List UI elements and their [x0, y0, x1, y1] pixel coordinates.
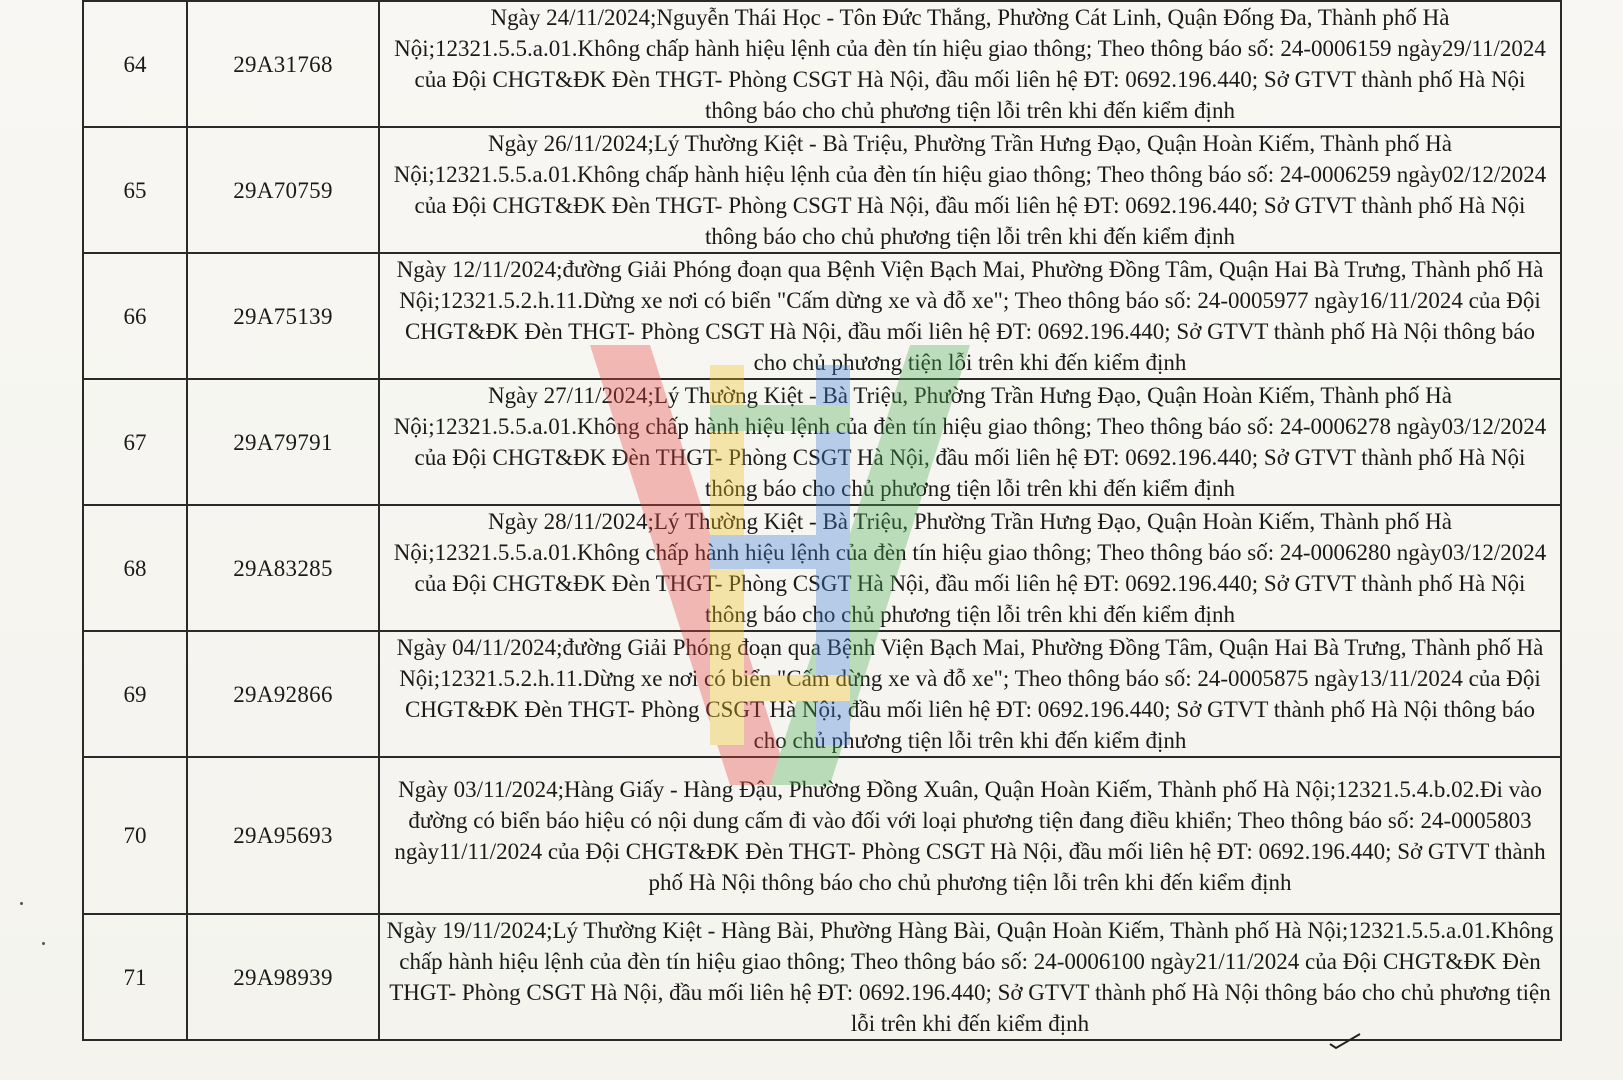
handwritten-tick-icon [1328, 1030, 1362, 1050]
violation-description: Ngày 28/11/2024;Lý Thường Kiệt - Bà Triệu, Phường Trần Hưng Đạo, Quận Hoàn Kiếm, Thành phố Hà Nội;12321.5.5.a.01.Không chấp hành hiệu lệnh của đèn tín hiệu giao thông; Theo thông báo số: 24-0006280 ngày03/12/2024 của Đội CHGT&ĐK Đèn THGT- Phòng CSGT Hà Nội, đầu mối liên hệ ĐT: 0692.196.440; Sở GTVT thành phố Hà Nội thông báo cho chủ phương tiện lỗi trên khi đến kiểm định [379, 505, 1561, 631]
row-number: 66 [83, 253, 187, 379]
license-plate: 29A31768 [187, 1, 379, 127]
violation-description: Ngày 19/11/2024;Lý Thường Kiệt - Hàng Bài, Phường Hàng Bài, Quận Hoàn Kiếm, Thành phố Hà Nội;12321.5.5.a.01.Không chấp hành hiệu lệnh của đèn tín hiệu giao thông; Theo thông báo số: 24-0006100 ngày21/11/2024 của Đội CHGT&ĐK Đèn THGT- Phòng CSGT Hà Nội, đầu mối liên hệ ĐT: 0692.196.440; Sở GTVT thành phố Hà Nội thông báo cho chủ phương tiện lỗi trên khi đến kiểm định [379, 914, 1561, 1040]
row-number: 68 [83, 505, 187, 631]
table-row [83, 379, 1561, 505]
table-row [83, 757, 1561, 914]
license-plate: 29A83285 [187, 505, 379, 631]
row-number: 70 [83, 757, 187, 914]
license-plate: 29A98939 [187, 914, 379, 1040]
license-plate: 29A95693 [187, 757, 379, 914]
violation-description: Ngày 24/11/2024;Nguyễn Thái Học - Tôn Đức Thắng, Phường Cát Linh, Quận Đống Đa, Thành phố Hà Nội;12321.5.5.a.01.Không chấp hành hiệu lệnh của đèn tín hiệu giao thông; Theo thông báo số: 24-0006159 ngày29/11/2024 của Đội CHGT&ĐK Đèn THGT- Phòng CSGT Hà Nội, đầu mối liên hệ ĐT: 0692.196.440; Sở GTVT thành phố Hà Nội thông báo cho chủ phương tiện lỗi trên khi đến kiểm định [379, 1, 1561, 127]
license-plate: 29A70759 [187, 127, 379, 253]
table-row [83, 505, 1561, 631]
scan-speck [42, 942, 45, 945]
violation-description: Ngày 04/11/2024;đường Giải Phóng đoạn qua Bệnh Viện Bạch Mai, Phường Đồng Tâm, Quận Hai Bà Trưng, Thành phố Hà Nội;12321.5.2.h.11.Dừng xe nơi có biển "Cấm dừng xe và đỗ xe"; Theo thông báo số: 24-0005875 ngày13/11/2024 của Đội CHGT&ĐK Đèn THGT- Phòng CSGT Hà Nội, đầu mối liên hệ ĐT: 0692.196.440; Sở GTVT thành phố Hà Nội thông báo cho chủ phương tiện lỗi trên khi đến kiểm định [379, 631, 1561, 757]
row-number: 71 [83, 914, 187, 1040]
table-row [83, 914, 1561, 1040]
violations-table [82, 0, 1562, 1041]
violation-description: Ngày 26/11/2024;Lý Thường Kiệt - Bà Triệu, Phường Trần Hưng Đạo, Quận Hoàn Kiếm, Thành phố Hà Nội;12321.5.5.a.01.Không chấp hành hiệu lệnh của đèn tín hiệu giao thông; Theo thông báo số: 24-0006259 ngày02/12/2024 của Đội CHGT&ĐK Đèn THGT- Phòng CSGT Hà Nội, đầu mối liên hệ ĐT: 0692.196.440; Sở GTVT thành phố Hà Nội thông báo cho chủ phương tiện lỗi trên khi đến kiểm định [379, 127, 1561, 253]
row-number: 69 [83, 631, 187, 757]
violation-description: Ngày 27/11/2024;Lý Thường Kiệt - Bà Triệu, Phường Trần Hưng Đạo, Quận Hoàn Kiếm, Thành phố Hà Nội;12321.5.5.a.01.Không chấp hành hiệu lệnh của đèn tín hiệu giao thông; Theo thông báo số: 24-0006278 ngày03/12/2024 của Đội CHGT&ĐK Đèn THGT- Phòng CSGT Hà Nội, đầu mối liên hệ ĐT: 0692.196.440; Sở GTVT thành phố Hà Nội thông báo cho chủ phương tiện lỗi trên khi đến kiểm định [379, 379, 1561, 505]
license-plate: 29A75139 [187, 253, 379, 379]
table-row [83, 631, 1561, 757]
violation-description: Ngày 03/11/2024;Hàng Giấy - Hàng Đậu, Phường Đồng Xuân, Quận Hoàn Kiếm, Thành phố Hà Nội;12321.5.4.b.02.Đi vào đường có biển báo hiệu có nội dung cấm đi vào đối với loại phương tiện đang điều khiển; Theo thông báo số: 24-0005803 ngày11/11/2024 của Đội CHGT&ĐK Đèn THGT- Phòng CSGT Hà Nội, đầu mối liên hệ ĐT: 0692.196.440; Sở GTVT thành phố Hà Nội thông báo cho chủ phương tiện lỗi trên khi đến kiểm định [379, 757, 1561, 914]
row-number: 64 [83, 1, 187, 127]
table-row [83, 253, 1561, 379]
table-row [83, 127, 1561, 253]
violation-description: Ngày 12/11/2024;đường Giải Phóng đoạn qua Bệnh Viện Bạch Mai, Phường Đồng Tâm, Quận Hai Bà Trưng, Thành phố Hà Nội;12321.5.2.h.11.Dừng xe nơi có biển "Cấm dừng xe và đỗ xe"; Theo thông báo số: 24-0005977 ngày16/11/2024 của Đội CHGT&ĐK Đèn THGT- Phòng CSGT Hà Nội, đầu mối liên hệ ĐT: 0692.196.440; Sở GTVT thành phố Hà Nội thông báo cho chủ phương tiện lỗi trên khi đến kiểm định [379, 253, 1561, 379]
scan-speck [20, 902, 23, 905]
license-plate: 29A92866 [187, 631, 379, 757]
table-row [83, 1, 1561, 127]
row-number: 67 [83, 379, 187, 505]
row-number: 65 [83, 127, 187, 253]
license-plate: 29A79791 [187, 379, 379, 505]
